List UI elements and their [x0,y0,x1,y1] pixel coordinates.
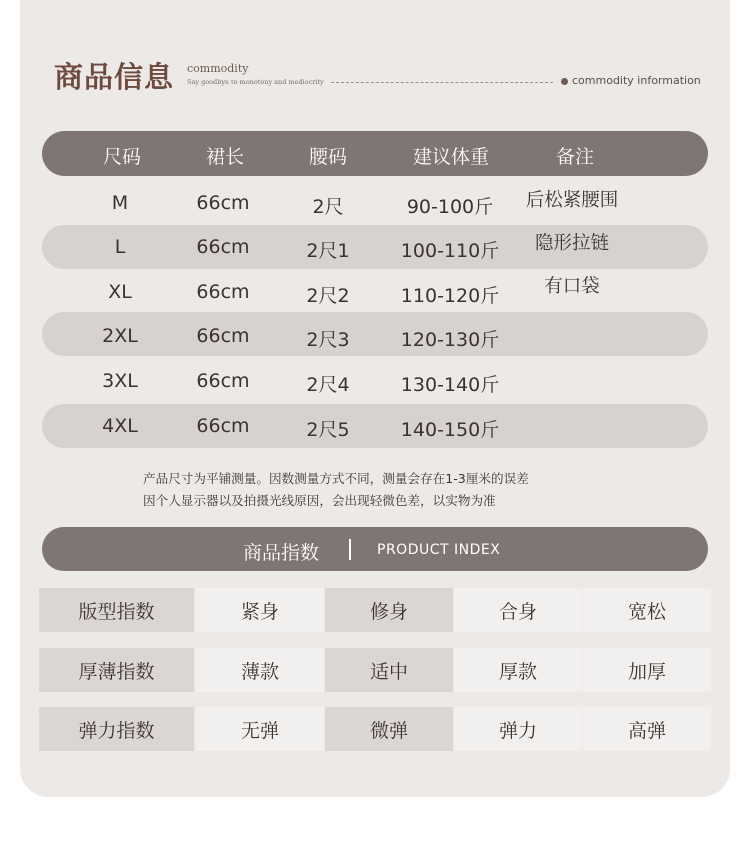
index-option: 加厚 [583,648,711,692]
weight-cell: 100-110斤 [400,240,500,262]
index-option-selected: 修身 [325,588,453,632]
length-cell: 66cm [196,236,250,258]
index-option-selected: 适中 [325,648,453,692]
weight-cell: 90-100斤 [406,196,494,218]
index-option: 宽松 [583,588,711,632]
note-item: 后松紧腰围 [525,190,619,211]
title-separator [349,539,351,560]
waist-cell: 2尺1 [306,240,350,262]
size-table-header [42,131,708,176]
size-cell: XL [108,281,132,303]
index-label: 版型指数 [39,588,194,632]
index-option: 厚款 [454,648,582,692]
index-label: 弹力指数 [39,707,194,751]
col-header-waist: 腰码 [308,146,348,168]
product-index-bar [42,527,708,571]
size-cell: 2XL [102,325,138,347]
waist-cell: 2尺3 [306,329,350,351]
header-right-text: commodity information [572,74,701,87]
index-option: 合身 [454,588,582,632]
weight-cell: 110-120斤 [400,285,500,307]
page-title: 商品信息 [54,60,175,94]
bullet-icon [561,78,568,85]
notes-column [502,190,642,319]
col-header-weight: 建议体重 [412,146,490,168]
disclaimer-line: 因个人显示器以及拍摄光线原因，会出现轻微色差，以实物为准 [143,493,496,508]
col-header-length: 裙长 [205,146,245,168]
header-divider [331,82,553,83]
index-option: 弹力 [454,707,582,751]
weight-cell: 120-130斤 [400,329,500,351]
title-subtitle: commodity [187,62,249,75]
index-title-en: PRODUCT INDEX [377,542,501,558]
size-cell: 4XL [102,415,138,437]
length-cell: 66cm [196,325,250,347]
disclaimer-line: 产品尺寸为平铺测量。因数测量方式不同，测量会存在1-3厘米的误差 [143,471,529,486]
waist-cell: 2尺2 [306,285,350,307]
weight-cell: 140-150斤 [400,419,500,441]
note-item: 有口袋 [544,276,600,297]
note-item: 隐形拉链 [534,233,609,254]
length-cell: 66cm [196,192,250,214]
title-tagline: Say goodbye to monotony and mediocrity [187,78,324,86]
length-cell: 66cm [196,370,250,392]
index-option: 紧身 [196,588,324,632]
col-header-notes: 备注 [555,146,595,168]
index-option: 薄款 [196,648,324,692]
table-row-stripe [42,404,708,448]
length-cell: 66cm [196,281,250,303]
waist-cell: 2尺 [312,196,344,218]
index-label: 厚薄指数 [39,648,194,692]
col-header-size: 尺码 [102,146,142,168]
measurement-disclaimer [143,468,529,512]
index-option: 无弹 [196,707,324,751]
waist-cell: 2尺4 [306,374,350,396]
size-cell: M [111,192,129,214]
length-cell: 66cm [196,415,250,437]
index-option: 高弹 [583,707,711,751]
size-cell: 3XL [102,370,138,392]
waist-cell: 2尺5 [306,419,350,441]
index-title-cn: 商品指数 [243,542,320,564]
size-cell: L [114,236,126,258]
weight-cell: 130-140斤 [400,374,500,396]
index-option-selected: 微弹 [325,707,453,751]
